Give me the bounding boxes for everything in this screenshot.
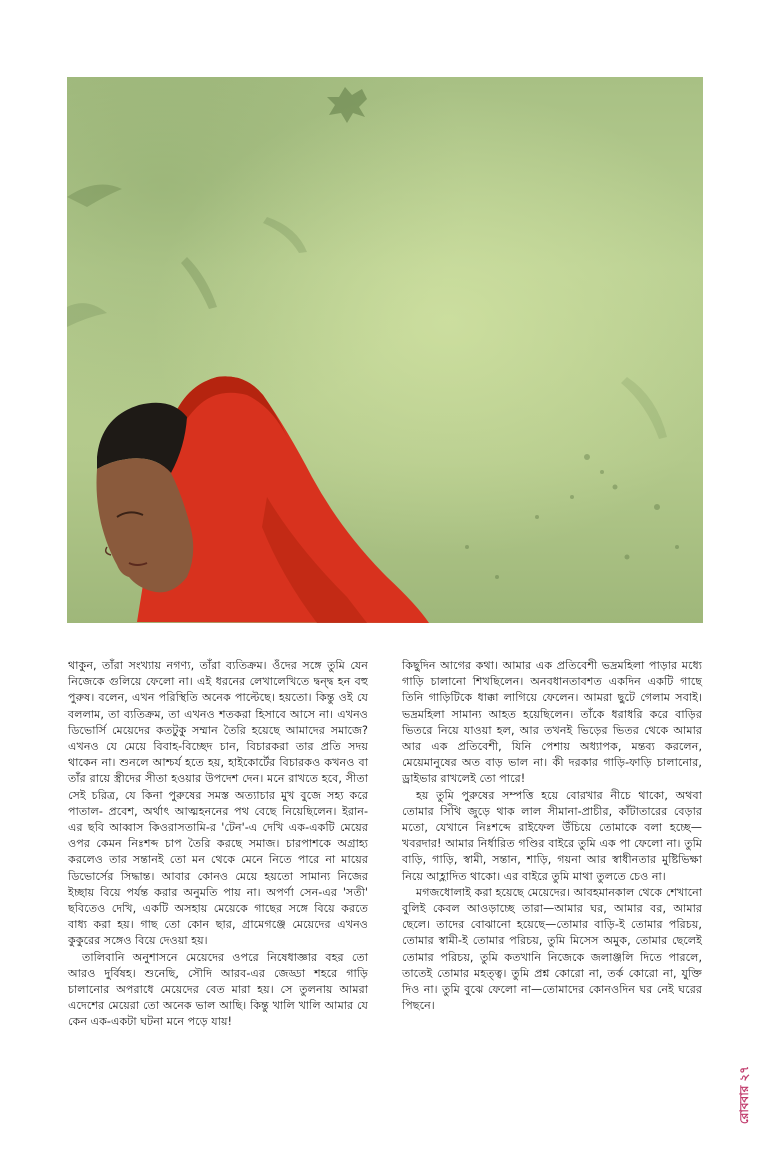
folio-text: রোববার ২৭ <box>737 1065 751 1125</box>
page-folio <box>736 1050 756 1140</box>
article-right-column <box>402 658 702 1014</box>
paragraph: হয় তুমি পুরুষের সম্পত্তি হয়ে বোরখার নীচে থাকো, অথবা তোমার সিঁথি জুড়ে থাক লাল সীমানা-প্রাচীর, কাঁটাতারের বেড়ার মতো, যেখানে নিঃশব্দে রাইফেল উঁচিয়ে তোমাকে বলা হচ্ছে—খবরদার! আমার নির্ধারিত গণ্ডির বাইরে তুমি এক পা ফেলো না। তুমি বাড়ি, গাড়ি, স্বামী, সন্তান, শাড়ি, গয়না আর স্বাধীনতার মুষ্টিভিক্ষা নিয়ে আহ্লাদিত থাকো। এর বাইরে তুমি মাথা তুলতে চেও না। <box>402 788 702 883</box>
article-left-column <box>68 658 368 1031</box>
paragraph: মগজধোলাই করা হয়েছে মেয়েদের। আবহমানকাল থেকে শেখানো বুলিই কেবল আওড়াচ্ছে তারা—আমার ঘর, আমার বর, আমার ছেলে। তাদের বোঝানো হয়েছে—তোমার বাড়ি-ই তোমার পরিচয়, তোমার স্বামী-ই তোমার পরিচয়, তুমি মিসেস অমুক, তোমার ছেলেই তোমার পরিচয়, তুমি কতখানি নিজেকে জলাঞ্জলি দিতে পারলে, তাতেই তোমার মহত্ত্ব। তুমি প্রশ্ন কোরো না, তর্ক কোরো না, যুক্তি দিও না। তুমি বুঝে ফেলো না—তোমাদের কোনওদিন ঘর নেই ঘরের পিছনে। <box>402 885 702 1013</box>
paragraph: থাকুন, তাঁরা সংখ্যায় নগণ্য, তাঁরা ব্যতিক্রম। ওঁদের সঙ্গে তুমি যেন নিজেকে গুলিয়ে ফেলো না। এই ধরনের লেখালেখিতে দ্বন্দ্ব হন বহু পুরুষ। বলেন, এখন পরিস্থিতি অনেক পাল্টেছে। হয়তো। কিন্তু ওই যে বললাম, তা ব্যতিক্রম, তা এখনও শতকরা হিসাবে আসে না। এখনও ডিভোর্সি মেয়েদের কতটুকু সম্মান তৈরি হয়েছে আমাদের সমাজে? এখনও যে মেয়ে বিবাহ-বিচ্ছেদ চান, বিচারকরা তার প্রতি সদয় থাকেন না। শুনলে আশ্চর্য হতে হয়, হাইকোর্টের বিচারকও কখনও বা তাঁর রায়ে স্ত্রীদের সীতা হওয়ার উপদেশ দেন। মনে রাখতে হবে, সীতা সেই চরিত্র, যে কিনা পুরুষের সমস্ত অত্যাচার মুখ বুজে সহ্য করে পাতাল- প্রবেশ, অর্থাৎ আত্মহননের পথ বেছে নিয়েছিলেন। ইরান-এর ছবি আব্বাস কিওরাসতামি-র 'টেন'-এ দেখি এক-একটি মেয়ের ওপর কেমন নিঃশব্দ চাপ তৈরি করছে সমাজ। চারপাশকে অগ্রাহ্য করলেও তার সন্তানই তো মন থেকে মেনে নিতে পারে না মায়ের ডিভোর্সের সিদ্ধান্ত। আবার কোনও মেয়ে হয়তো সামান্য নিজের ইচ্ছায় বিয়ে পর্যন্ত করার অনুমতি পায় না। অপর্ণা সেন-এর 'সতী' ছবিতেও দেখি, একটি অসহায় মেয়েকে গাছের সঙ্গে বিয়ে করতে বাধ্য করা হয়। গাছ তো কোন ছার, গ্রামেগঞ্জে মেয়েদের এখনও কুকুরের সঙ্গেও বিয়ে দেওয়া হয়। <box>68 659 368 948</box>
woman-in-red-veil-illustration <box>67 77 703 623</box>
paragraph: তালিবানি অনুশাসনে মেয়েদের ওপরে নিষেধাজ্ঞার বহর তো আরও দুর্বিষহ। শুনেছি, সৌদি আরব-এর জেড্ডা শহরে গাড়ি চালানোর অপরাধে মেয়েদের বেত মারা হয়। সে তুলনায় আমরা এদেশের মেয়েরা তো অনেক ভাল আছি। কিন্তু খালি খালি আমার যে কেন এক-একটা ঘটনা মনে পড়ে যায়! <box>68 950 368 1029</box>
paragraph: কিছুদিন আগের কথা। আমার এক প্রতিবেশী ভদ্রমহিলা পাড়ার মধ্যে গাড়ি চালানো শিখছিলেন। অনবধানতাবশত একদিন একটি গাছে তিনি গাড়িটিকে ধাক্কা লাগিয়ে ফেলেন। আমরা ছুটে গেলাম সবাই। ভদ্রমহিলা সামান্য আহত হয়েছিলেন। তাঁকে ধরাধরি করে বাড়ির ভিতরে নিয়ে যাওয়া হল, আর তখনই ভিড়ের ভিতর থেকে আমার আর এক প্রতিবেশী, যিনি পেশায় অধ্যাপক, মন্তব্য করলেন, মেয়েমানুষের অত বাড় ভাল না। কী দরকার গাড়ি-ফাড়ি চালানোর, ড্রাইভার রাখলেই তো পারে! <box>402 659 702 786</box>
article-photo <box>67 77 703 623</box>
